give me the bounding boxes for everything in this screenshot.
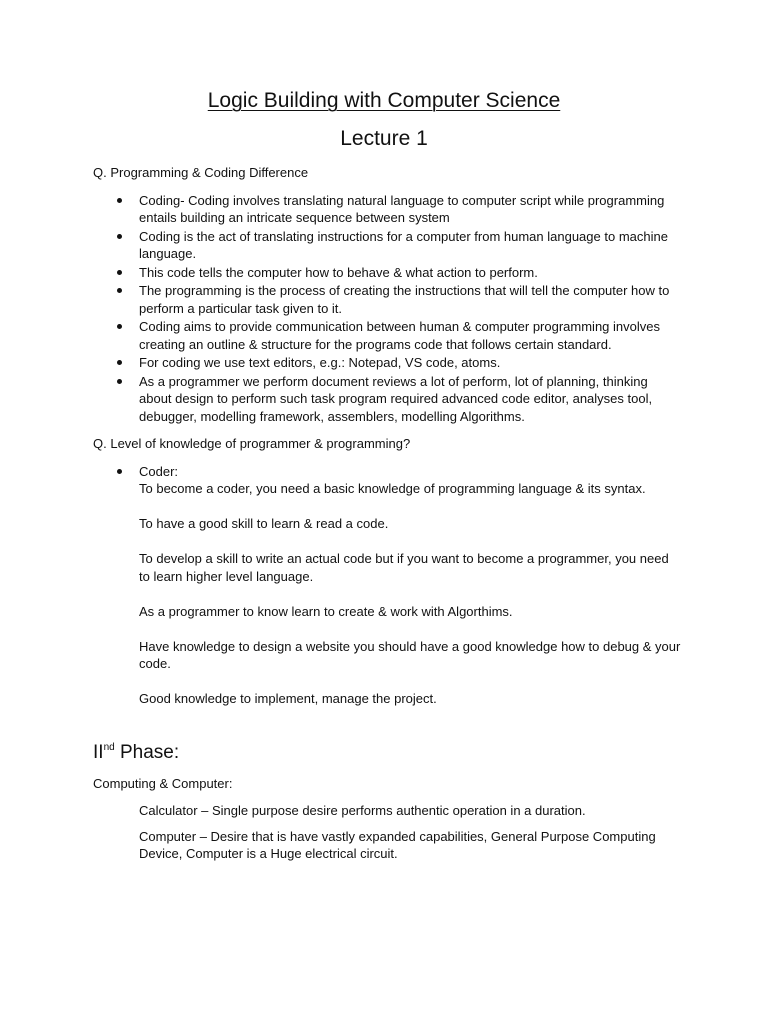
list-item: Coding aims to provide communication between human & computer programming involves creating an outline & structure for the programs code that follows certain standard. — [93, 318, 683, 353]
bullet-icon — [117, 270, 122, 275]
bullet-icon — [117, 324, 122, 329]
list-item: This code tells the computer how to behave & what action to perform. — [93, 264, 683, 282]
section-label: Computing & Computer: — [93, 775, 233, 791]
bullet-icon — [117, 379, 122, 384]
bullet-list-coding — [93, 192, 683, 426]
lecture-heading: Lecture 1 — [340, 127, 428, 150]
bullet-icon — [117, 288, 122, 293]
list-item: For coding we use text editors, e.g.: Notepad, VS code, atoms. — [93, 354, 683, 372]
list-item: Coding- Coding involves translating natural language to computer script while programming entails building an intricate sequence between system — [93, 192, 683, 227]
coder-section — [93, 463, 683, 708]
coder-paragraph: To develop a skill to write an actual code but if you want to become a programmer, you need to learn higher level language. — [139, 551, 669, 584]
bullet-icon — [117, 469, 122, 474]
coder-paragraph: To become a coder, you need a basic knowledge of programming language & its syntax. — [139, 481, 646, 496]
coder-heading: Coder: — [139, 463, 179, 479]
list-item: As a programmer we perform document reviews a lot of perform, lot of planning, thinking about design to perform such task program required advanced code editor, analyses tool, debugger, modelling framework, assemblers, modelling Algorithms. — [93, 373, 683, 426]
definition-calculator: Calculator – Single purpose desire performs authentic operation in a duration. — [139, 803, 586, 818]
document-body — [93, 164, 683, 871]
definition-computer: Computer – Desire that is have vastly expanded capabilities, General Purpose Computing Device, Computer is a Huge electrical circuit. — [139, 828, 656, 861]
document-title: Logic Building with Computer Science — [207, 89, 561, 112]
bullet-icon — [117, 198, 122, 203]
list-item: Coding is the act of translating instructions for a computer from human language to machine language. — [93, 228, 683, 263]
question-knowledge-level: Q. Level of knowledge of programmer & programming? — [93, 436, 411, 451]
bullet-icon — [117, 360, 122, 365]
bullet-icon — [117, 234, 122, 239]
coder-paragraph: To have a good skill to learn & read a code. — [139, 516, 389, 531]
list-item: The programming is the process of creating the instructions that will tell the computer how to perform a particular task given to it. — [93, 282, 683, 317]
coder-paragraph: As a programmer to know learn to create & work with Algorthims. — [139, 603, 513, 619]
coder-paragraph: Have knowledge to design a website you should have a good knowledge how to debug & your code. — [139, 638, 681, 671]
phase-heading: IInd Phase: — [93, 741, 180, 763]
question-programming-coding: Q. Programming & Coding Difference — [93, 165, 309, 180]
coder-paragraph: Good knowledge to implement, manage the project. — [139, 691, 437, 706]
